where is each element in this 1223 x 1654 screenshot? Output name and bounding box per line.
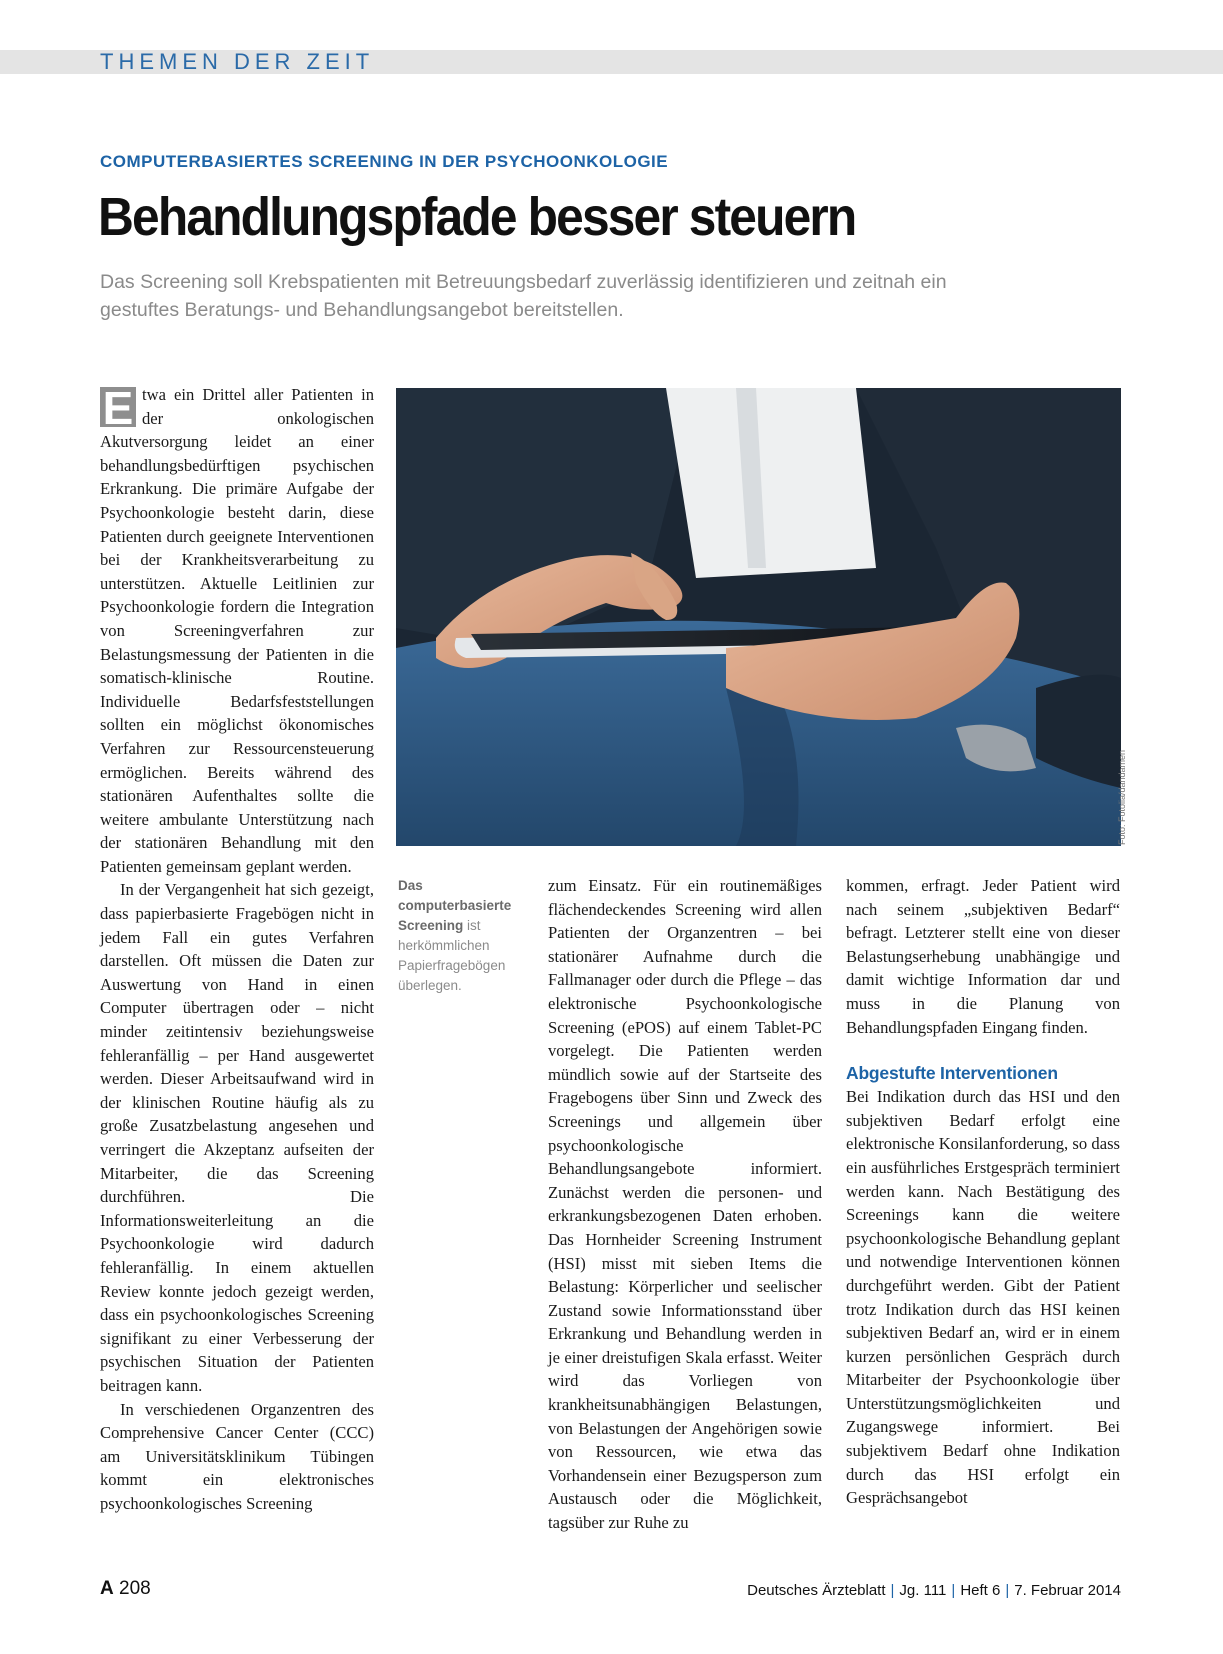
paragraph: In verschiedenen Organzentren des Comprehensive Cancer Center (CCC) am Universitätsklinikum Tübingen kommt ein elektronisches psychoonkologisches Screening <box>100 1399 374 1513</box>
publication-info: Deutsches Ärzteblatt | Jg. 111 | Heft 6 | 7. Februar 2014 <box>747 1582 1121 1599</box>
caption-text: ist herkömmlichen Papierfragebögen überlegen. <box>398 918 506 993</box>
journal-name: Deutsches Ärzteblatt <box>747 1582 886 1599</box>
photo-credit: Foto: Fotolia/dandamen <box>1117 749 1127 845</box>
paragraph-text: twa ein Drittel aller Patienten in der onkologischen Akutversorgung leidet an einer behandlungsbedürftigen psychischen Erkrankung. Die primäre Aufgabe der Psychoonkologie besteht darin, diese Patienten durch geeignete Interventionen bei der Krankheitsverarbeitung zu unterstützen. Aktuelle Leitlinien zur Psychoonkologie fordern die Integration von Screeningverfahren zur Belastungsmessung der Patienten in die somatisch-klinische Routine. Individuelle Bedarfsfeststellungen sollten ein möglichst ökonomisches Verfahren zur Ressourcensteuerung ermöglichen. Bereits während des stationären Aufenthaltes sollte die weitere ambulante Unterstützung nach der stationären Behandlung mit den Patienten gemeinsam geplant werden. <box>100 385 374 876</box>
journal-volume: Jg. 111 <box>899 1582 947 1599</box>
paragraph: zum Einsatz. Für ein routinemäßiges flächendeckendes Screening wird allen Patienten der Organzentren – bei stationärer Aufnahme durch die Fallmanager oder durch die Pflege – das elektronische Psychoonkologische Screening (ePOS) auf einem Tablet-PC vorgelegt. Die Patienten werden mündlich sowie auf der Startseite des Fragebogens über Sinn und Zweck des Screenings und allgemein über psychoonkologische Behandlungsangebote informiert. Zunächst werden die personen- und erkrankungsbezogenen Daten erhoben. Das Hornheider Screening Instrument (HSI) misst mit sieben Items die Belastung: Körperlicher und seelischer Zustand sowie Informationsstand über Erkrankung und Behandlung werden in je einer dreistufigen Skala erfasst. Weiter wird das Vorliegen von krankheitsunabhängigen Belastungen, von Belastungen der Angehörigen sowie von Ressourcen, wie etwa das Vorhandensein einer Bezugsperson zum Austausch oder die Möglichkeit, tagsüber zur Ruhe zu <box>548 876 822 1533</box>
text-column-3 <box>846 874 1120 1510</box>
section-label: THEMEN DER ZEIT <box>100 49 375 74</box>
journal-issue: Heft 6 <box>960 1582 1001 1599</box>
article-kicker: COMPUTERBASIERTES SCREENING IN DER PSYCHOONKOLOGIE <box>100 152 669 171</box>
paragraph <box>100 383 374 878</box>
page-prefix: A <box>100 1578 114 1599</box>
page-number <box>100 1578 151 1600</box>
paragraph: Bei Indikation durch das HSI und den subjektiven Bedarf erfolgt eine elektronische Konsilanforderung, so dass ein ausführliches Erstgespräch terminiert werden kann. Nach Bestätigung des Screenings kann die weitere psychoonkologische Behandlung geplant und notwendige Interventionen können durchgeführt werden. Gibt der Patient trotz Indikation durch das HSI keinen subjektiven Bedarf an, wird er in einem kurzen persönlichen Gespräch durch Mitarbeiter der Psychoonkologie über Unterstützungsmöglichkeiten und Zugangswege informiert. Bei subjektivem Bedarf ohne Indikation durch das HSI erfolgt ein Gesprächsangebot <box>846 1087 1120 1508</box>
subheading: Abgestufte Interventionen <box>846 1063 1058 1084</box>
text-column-1 <box>100 383 374 1516</box>
article-lead: Das Screening soll Krebspatienten mit Betreuungsbedarf zuverlässig identifizieren und zeitnah ein gestuftes Beratungs- und Behandlungsangebot bereitstellen. <box>100 271 947 321</box>
photo-caption <box>398 876 528 996</box>
tablet-hands-photo-illustration <box>396 388 1121 846</box>
paragraph: kommen, erfragt. Jeder Patient wird nach seinem „subjektiven Bedarf“ befragt. Letzterer stellt eine von dieser Belastungserhebung unabhängige und damit wichtige Information dar und muss in die Planung von Behandlungspfaden Eingang finden. <box>846 876 1120 1037</box>
page-number-value: 208 <box>119 1578 151 1599</box>
text-column-2 <box>548 874 822 1535</box>
publication-date: 7. Februar 2014 <box>1014 1582 1121 1599</box>
caption-bold: Das computerbasierte Screening <box>398 878 512 933</box>
drop-cap: E <box>100 387 136 427</box>
paragraph: In der Vergangenheit hat sich gezeigt, dass papierbasierte Fragebögen nicht in jedem Fall ein gutes Verfahren darstellen. Oft müssen die Daten zur Auswertung von Hand in einen Computer übertragen oder – nicht minder zeitintensiv beziehungsweise fehleranfällig – per Hand ausgewertet werden. Dieser Arbeitsaufwand wird in der klinischen Routine häufig als zu große Zusatzbelastung angesehen und verringert die Akzeptanz aufseiten der Mitarbeiter, die das Screening durchführen. Die Informationsweiterleitung an die Psychoonkologie wird dadurch fehleranfällig. In einem aktuellen Review konnte jedoch gezeigt werden, dass ein psychoonkologisches Screening signifikant zu einer Verbesserung der psychischen Situation der Patienten beitragen kann. <box>100 880 374 1395</box>
article-photo <box>396 388 1121 846</box>
article-title: Behandlungspfade besser steuern <box>98 187 856 247</box>
